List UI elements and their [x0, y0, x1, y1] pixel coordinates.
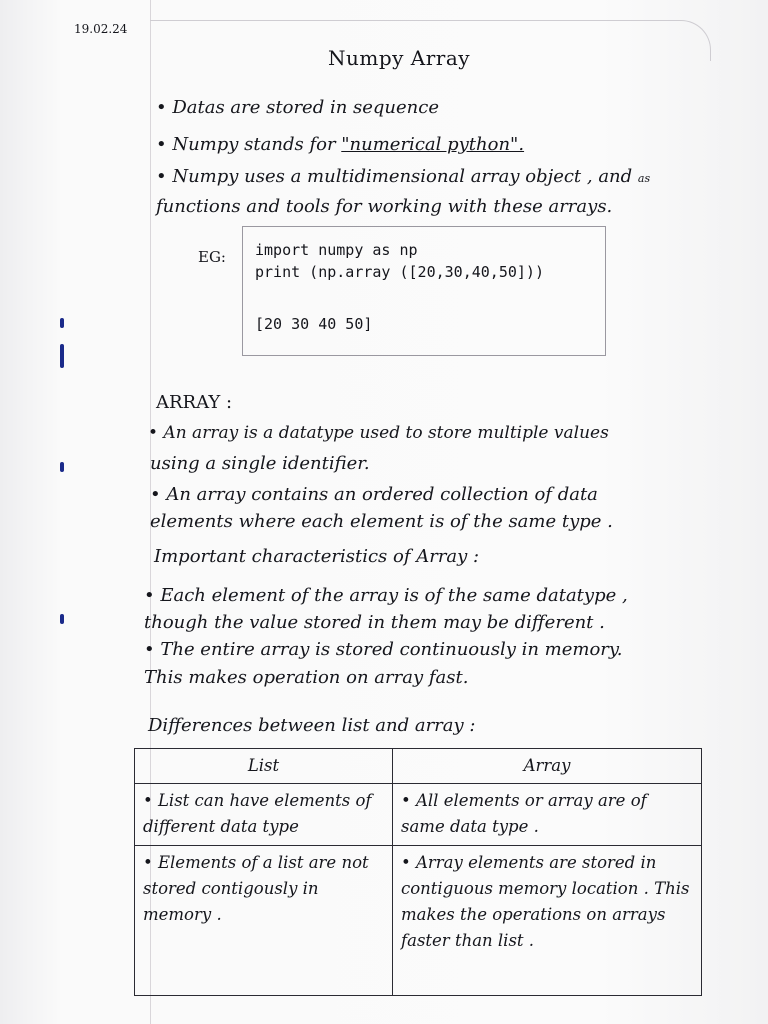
intro-bullet-3: [156, 166, 650, 187]
page-title: Numpy Array: [328, 46, 471, 70]
table-header-row: [135, 749, 702, 784]
binding-mark: [60, 614, 64, 624]
code-line-1: import numpy as np: [255, 241, 418, 259]
intro-bullet-3-text: • Numpy uses a multidimensional array object , and: [156, 166, 638, 187]
binding-mark: [60, 462, 64, 472]
array-heading: ARRAY :: [156, 392, 233, 413]
differences-heading: Differences between list and array :: [148, 715, 476, 736]
trailing-cut-text: as: [637, 172, 651, 185]
characteristics-line-4: This makes operation on array fast.: [144, 667, 469, 688]
code-line-2: print (np.array ([20,30,40,50])): [255, 263, 544, 281]
example-label: EG:: [198, 248, 226, 266]
array-line-2: using a single identifier.: [150, 453, 370, 474]
intro-line-4: functions and tools for working with these arrays.: [156, 196, 613, 217]
row-2-array: • Array elements are stored in contiguous memory location . This makes the operations on arrays faster than list .: [393, 846, 702, 996]
header-array: Array: [393, 749, 702, 784]
list-vs-array-table: [134, 748, 702, 996]
characteristics-heading: Important characteristics of Array :: [154, 546, 480, 567]
characteristics-line-2: though the value stored in them may be different .: [144, 612, 605, 633]
code-output: [20 30 40 50]: [255, 315, 373, 333]
row-1-array: • All elements or array are of same data type .: [393, 784, 702, 846]
intro-bullet-1: • Datas are stored in sequence: [156, 97, 439, 118]
table-row: [135, 784, 702, 846]
array-line-1: • An array is a datatype used to store multiple values: [148, 423, 609, 443]
row-2-list: • Elements of a list are not stored contigously in memory .: [135, 846, 393, 996]
array-line-3: • An array contains an ordered collection of data: [150, 484, 598, 505]
header-list: List: [135, 749, 393, 784]
binding-mark: [60, 344, 64, 368]
row-1-list: • List can have elements of different data type: [135, 784, 393, 846]
characteristics-line-3: • The entire array is stored continuously in memory.: [144, 639, 623, 660]
code-example-box: [242, 226, 606, 356]
intro-bullet-2-text: • Numpy stands for: [156, 134, 342, 155]
binding-mark: [60, 318, 64, 328]
array-line-4: elements where each element is of the same type .: [150, 511, 613, 532]
intro-bullet-2: [156, 134, 524, 155]
numpy-full-form: "numerical python".: [341, 134, 525, 155]
characteristics-line-1: • Each element of the array is of the same datatype ,: [144, 585, 628, 606]
date-label: 19.02.24: [74, 22, 128, 36]
table-row: [135, 846, 702, 996]
